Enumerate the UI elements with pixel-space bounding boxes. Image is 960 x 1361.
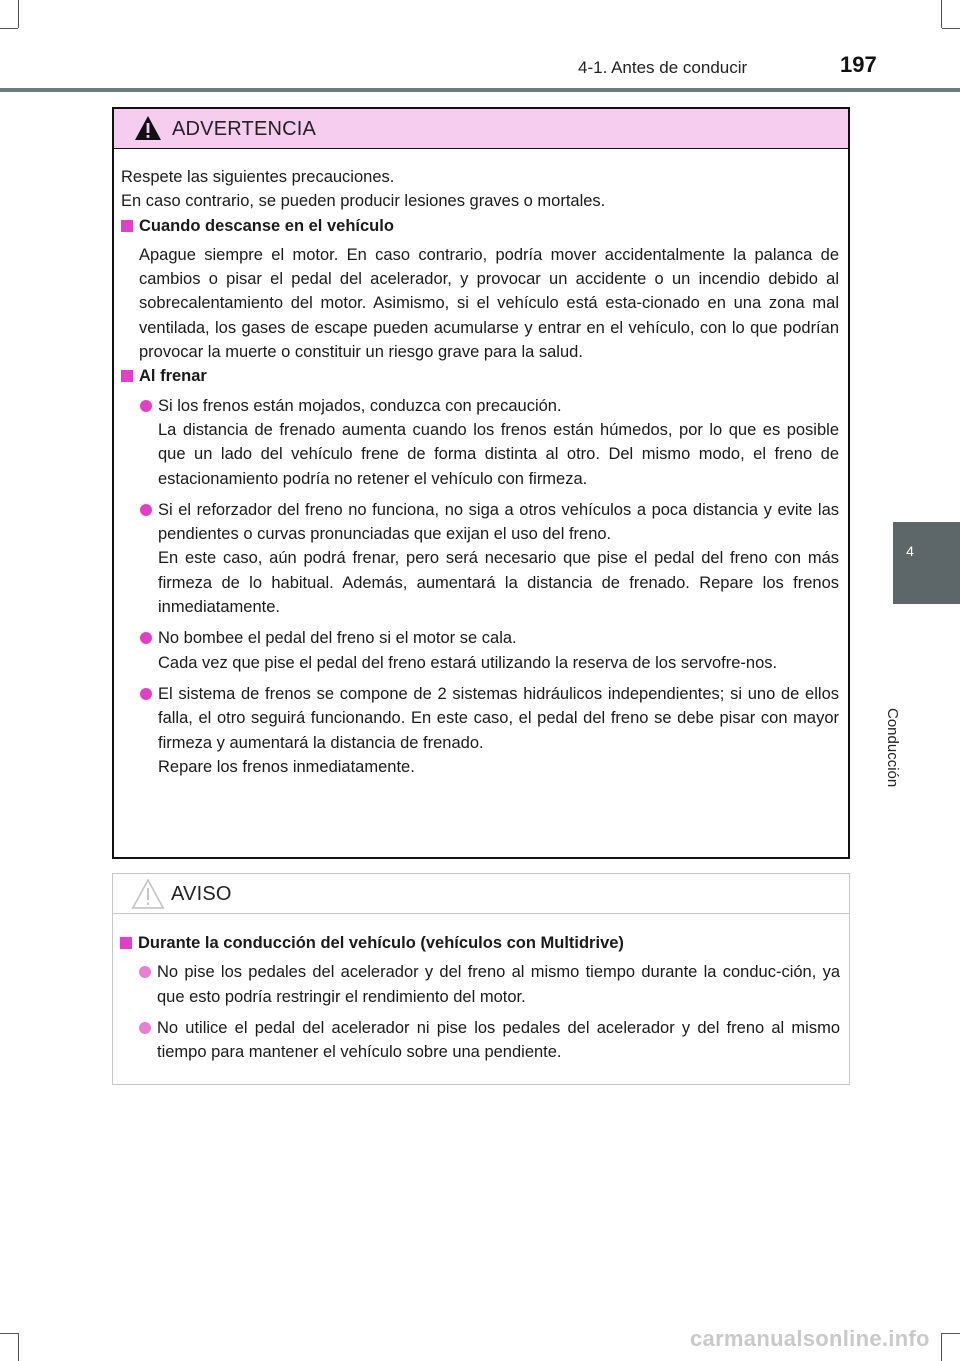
section-heading-text: Cuando descanse en el vehículo <box>139 216 394 235</box>
intro-line: Respete las siguientes precauciones. <box>121 168 395 186</box>
bullet-text: El sistema de frenos se compone de 2 sistemas hidráulicos independientes; si uno de ellos falla, el otro seguirá funcionando. En este caso, el pedal del freno se debe pisar con mayor firmeza y aumentará la distancia de frenado. <box>158 684 839 752</box>
warning-header <box>114 109 848 149</box>
list-item <box>120 1016 840 1065</box>
warning-triangle-icon <box>134 115 162 141</box>
section-heading <box>121 364 839 388</box>
circle-bullet-icon <box>139 1022 151 1034</box>
crop-mark <box>18 1333 19 1361</box>
warning-body <box>114 149 848 779</box>
section-heading-text: Al frenar <box>139 367 207 386</box>
list-item <box>121 682 839 779</box>
list-item <box>121 626 839 675</box>
bullet-text: No bombee el pedal del freno si el motor se cala. <box>158 629 517 648</box>
page-number: 197 <box>840 52 877 77</box>
list-item <box>121 394 839 491</box>
bullet-text: Si los frenos están mojados, conduzca con precaución. <box>158 396 562 415</box>
crop-mark <box>18 0 19 28</box>
caution-triangle-icon <box>131 878 165 910</box>
watermark: carmanualsonline.info <box>690 1326 930 1351</box>
chapter-tab <box>893 522 960 604</box>
section-heading <box>120 931 840 955</box>
list-item <box>121 498 839 619</box>
crop-mark <box>942 28 960 29</box>
crop-mark <box>941 0 942 28</box>
circle-bullet-icon <box>140 400 152 412</box>
square-bullet-icon <box>121 370 133 382</box>
bullet-text: No pise los pedales del acelerador y del freno al mismo tiempo durante la conduc-ción, ya que esto podría restringir el rendimiento del motor. <box>157 963 840 1006</box>
section-title: 4-1. Antes de conducir <box>578 58 748 77</box>
circle-bullet-icon <box>139 966 151 978</box>
section-heading <box>121 214 839 238</box>
chapter-label <box>884 616 923 788</box>
bullet-text: Repare los frenos inmediatamente. <box>158 757 415 776</box>
section-paragraph: Apague siempre el motor. En caso contrario, podría mover accidentalmente la palanca de cambios o pisar el pedal del acelerador, y provocar un accidente o un incendio debido al sobrecalentamiento del motor. Asimismo, si el vehículo está esta-cionado en una zona mal ventilada, los gases de escape pueden acumularse y entrar en el vehículo, con lo que podrían provocar la muerte o constituir un riesgo grave para la salud. <box>139 245 839 362</box>
notice-box <box>112 873 850 1085</box>
list-item <box>120 960 840 1009</box>
square-bullet-icon <box>121 220 133 232</box>
circle-bullet-icon <box>140 688 152 700</box>
chapter-number: 4 <box>906 543 914 559</box>
bullet-text: En este caso, aún podrá frenar, pero será necesario que pise el pedal del freno con más firmeza de lo habitual. Además, aumentará la distancia de frenado. Repare los frenos inmediatamente. <box>158 549 839 617</box>
notice-header <box>113 874 849 914</box>
warning-box <box>112 107 850 859</box>
intro-line: En caso contrario, se pueden producir lesiones graves o mortales. <box>121 192 606 211</box>
section-heading-text: Durante la conducción del vehículo (vehículos con Multidrive) <box>138 934 624 952</box>
crop-mark <box>0 28 18 29</box>
bullet-text: Cada vez que pise el pedal del freno estará utilizando la reserva de los servofre-nos. <box>158 653 778 672</box>
notice-body <box>113 914 849 1064</box>
circle-bullet-icon <box>140 504 152 516</box>
square-bullet-icon <box>120 937 132 949</box>
crop-mark <box>942 1333 960 1334</box>
crop-mark <box>941 1333 942 1361</box>
warning-intro <box>121 165 839 214</box>
crop-mark <box>0 1333 18 1334</box>
header-rule <box>0 88 960 92</box>
chapter-label-text: Conducción <box>884 708 901 788</box>
bullet-text: Si el reforzador del freno no funciona, no siga a otros vehículos a poca distancia y evite las pendientes o curvas pronunciadas que exijan el uso del freno. <box>158 500 839 544</box>
circle-bullet-icon <box>140 632 152 644</box>
notice-title: AVISO <box>171 883 232 905</box>
bullet-text: No utilice el pedal del acelerador ni pise los pedales del acelerador y del freno al mismo tiempo para mantener el vehículo sobre una pendiente. <box>157 1018 840 1062</box>
bullet-text: La distancia de frenado aumenta cuando los frenos están húmedos, por lo que es posible que un lado del vehículo frene de forma distinta al otro. Del mismo modo, el freno de estacionamiento podría no retener el vehículo con firmeza. <box>158 420 839 488</box>
warning-title: ADVERTENCIA <box>172 118 317 140</box>
